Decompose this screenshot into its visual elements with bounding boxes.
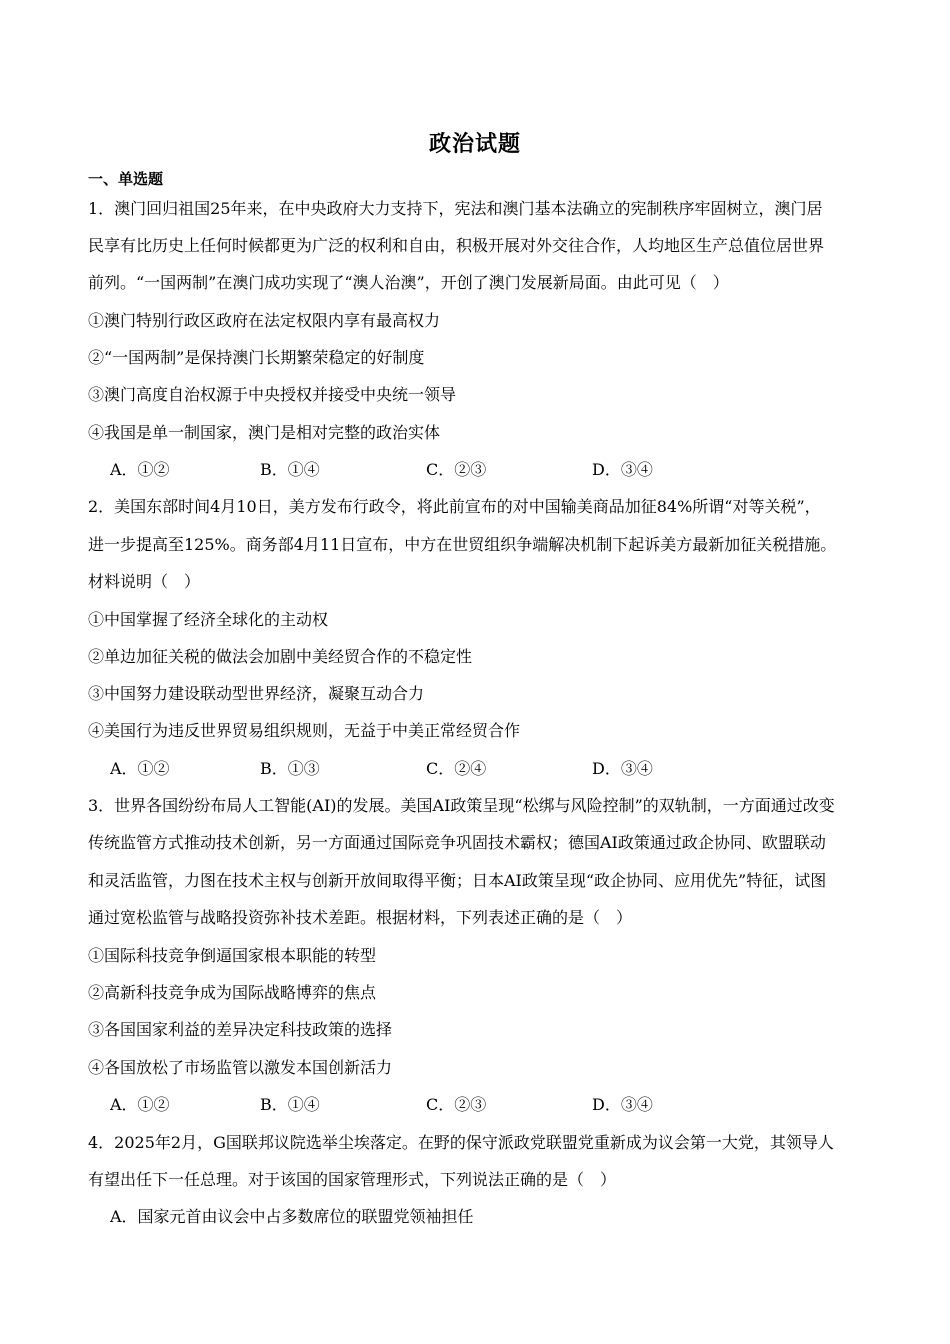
q3-option-b: B．①④: [260, 1095, 320, 1114]
q4-option-a: A．国家元首由议会中占多数席位的联盟党领袖担任: [110, 1207, 474, 1226]
q1-option-a: A．①②: [110, 460, 170, 479]
q2-stem-line-2: 进一步提高至125%。商务部4月11日宣布，中方在世贸组织争端解决机制下起诉美方最新加征关税措施。: [88, 535, 837, 554]
q2-option-c: C．②④: [426, 759, 487, 778]
q1-item-4: ④我国是单一制国家，澳门是相对完整的政治实体: [88, 423, 441, 442]
q3-item-3: ③各国国家利益的差异决定科技政策的选择: [88, 1020, 393, 1039]
q2-option-b: B．①③: [260, 759, 320, 778]
q2-options: [110, 759, 712, 779]
page-title: 政治试题: [428, 131, 521, 157]
q2-item-3: ③中国努力建设联动型世界经济，凝聚互动合力: [88, 684, 425, 703]
q2-item-4: ④美国行为违反世界贸易组织规则，无益于中美正常经贸合作: [88, 721, 521, 740]
q4-stem-line-2: 有望出任下一任总理。对于该国的国家管理形式，下列说法正确的是（ ）: [88, 1170, 617, 1189]
q3-stem-line-4: 通过宽松监管与战略投资弥补技术差距。根据材料，下列表述正确的是（ ）: [88, 908, 633, 927]
q3-item-4: ④各国放松了市场监管以激发本国创新活力: [88, 1058, 393, 1077]
q1-stem-line-2: 民享有比历史上任何时候都更为广泛的权利和自由，积极开展对外交往合作，人均地区生产总值位居世界: [88, 236, 825, 255]
q3-option-c: C．②③: [426, 1095, 487, 1114]
q3-options: [110, 1095, 712, 1115]
q2-stem-line-1: 2．美国东部时间4月10日，美方发布行政令，将此前宣布的对中国输美商品加征84%所谓“对等关税”，: [88, 497, 821, 516]
q1-option-c: C．②③: [426, 460, 487, 479]
section-heading: 一、单选题: [88, 170, 164, 188]
q3-stem-line-2: 传统监管方式推动技术创新，另一方面通过国际竞争巩固技术霸权；德国AI政策通过政企协同、欧盟联动: [88, 833, 826, 852]
q1-stem-line-1: 1．澳门回归祖国25年来，在中央政府大力支持下，宪法和澳门基本法确立的宪制秩序牢固树立，澳门居: [88, 199, 823, 218]
q1-option-d: D．③④: [592, 460, 653, 479]
q1-item-2: ②“一国两制”是保持澳门长期繁荣稳定的好制度: [88, 348, 425, 367]
q3-item-2: ②高新科技竞争成为国际战略博弈的焦点: [88, 983, 377, 1002]
q2-item-2: ②单边加征关税的做法会加剧中美经贸合作的不稳定性: [88, 647, 473, 666]
q1-stem-line-3: 前列。“一国两制”在澳门成功实现了“澳人治澳”，开创了澳门发展新局面。由此可见（ ）: [88, 273, 729, 292]
q2-option-d: D．③④: [592, 759, 653, 778]
q2-item-1: ①中国掌握了经济全球化的主动权: [88, 610, 329, 629]
q1-item-1: ①澳门特别行政区政府在法定权限内享有最高权力: [88, 311, 441, 330]
q1-item-3: ③澳门高度自治权源于中央授权并接受中央统一领导: [88, 385, 457, 404]
q3-item-1: ①国际科技竞争倒逼国家根本职能的转型: [88, 946, 377, 965]
q1-options: [110, 460, 712, 480]
q3-stem-line-1: 3．世界各国纷纷布局人工智能(AI)的发展。美国AI政策呈现“松绑与风险控制”的双轨制，一方面通过改变: [88, 796, 835, 815]
q4-stem-line-1: 4．2025年2月，G国联邦议院选举尘埃落定。在野的保守派政党联盟党重新成为议会第一大党，其领导人: [88, 1133, 834, 1152]
q1-option-b: B．①④: [260, 460, 320, 479]
q3-stem-line-3: 和灵活监管，力图在技术主权与创新开放间取得平衡；日本AI政策呈现“政企协同、应用优先”特征，试图: [88, 871, 827, 890]
q2-stem-line-3: 材料说明（ ）: [88, 572, 201, 591]
q3-option-d: D．③④: [592, 1095, 653, 1114]
q2-option-a: A．①②: [110, 759, 170, 778]
q3-option-a: A．①②: [110, 1095, 170, 1114]
